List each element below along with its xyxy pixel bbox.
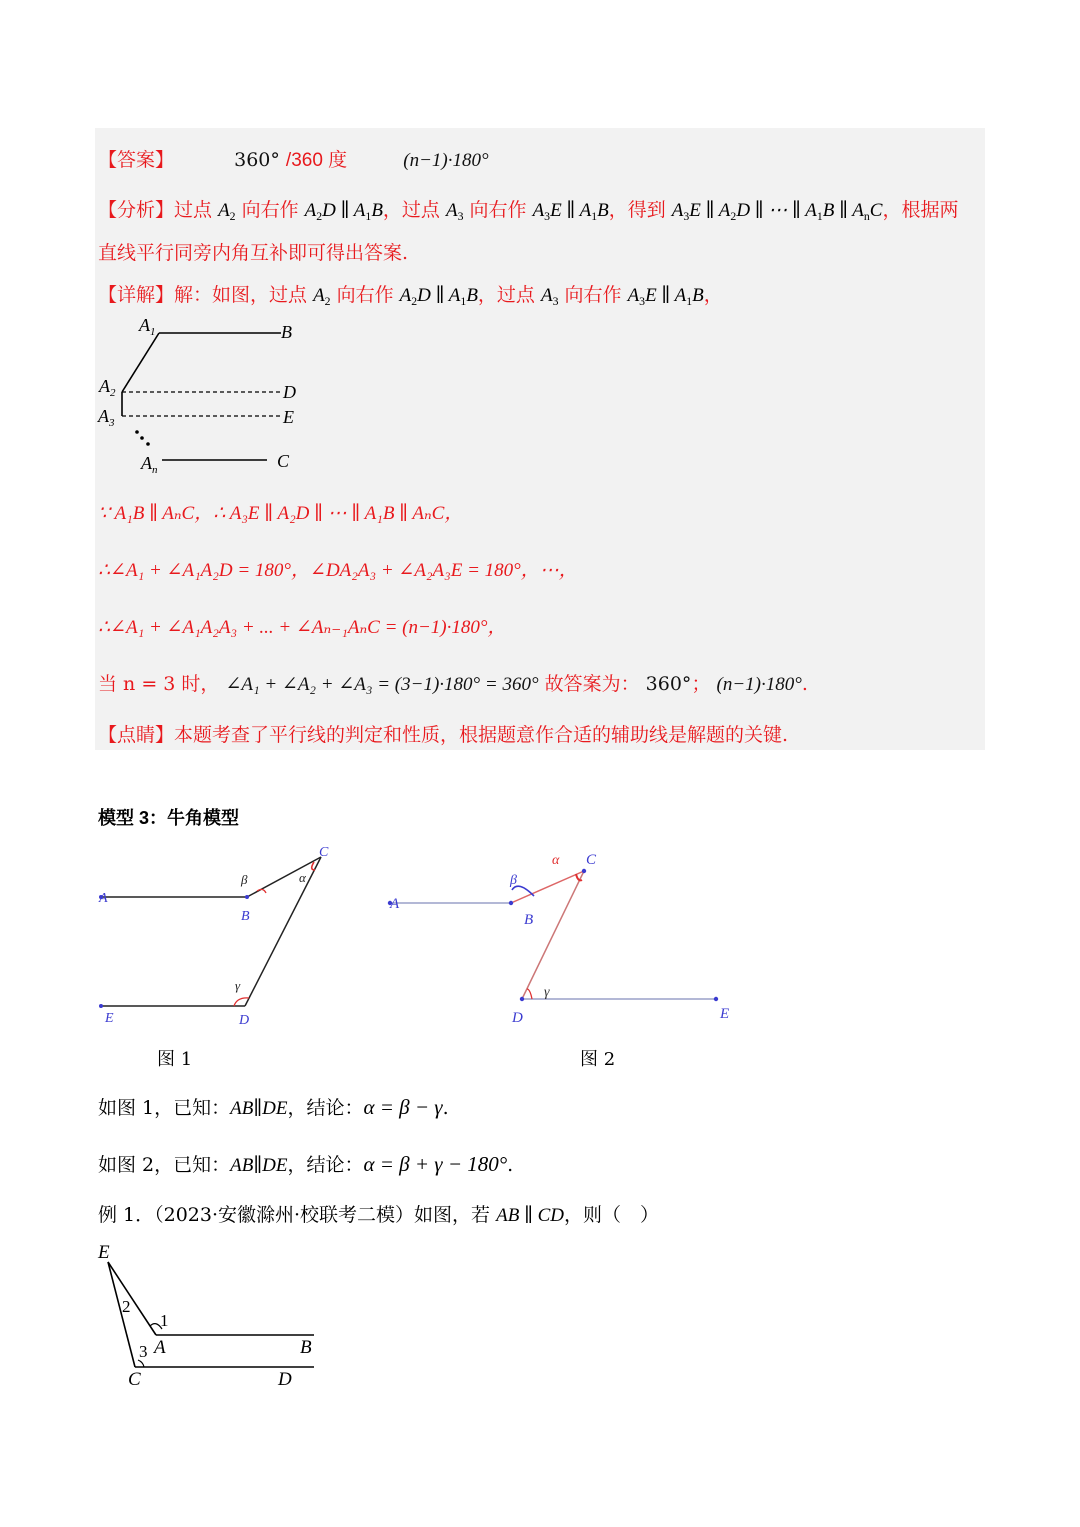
analysis-text-c: ，过点 — [382, 199, 446, 221]
label-a3: $A_3$ — [98, 406, 115, 429]
analysis-label: 【分析】 — [98, 199, 175, 221]
ex-angle-1: 1 — [160, 1311, 169, 1330]
figure-2 — [380, 840, 750, 1030]
fig1-beta: β — [241, 872, 248, 887]
fig2-caption: 图 2 — [580, 1049, 616, 1070]
comment-text: 本题考查了平行线的判定和性质，根据题意作合适的辅助线是解题的关键. — [174, 724, 789, 746]
example-figure — [90, 1240, 330, 1390]
fig1-label-e: E — [105, 1011, 114, 1026]
example1-cond: AB ∥ CD — [496, 1205, 564, 1226]
fig1-label-b: B — [241, 909, 250, 924]
fig2-gamma: γ — [544, 985, 550, 1000]
fig2-label-a: A — [390, 896, 400, 912]
ex-label-e: E — [98, 1242, 110, 1263]
analysis-text-a: 过点 — [174, 199, 219, 221]
analysis-text-b: 向右作 — [235, 199, 305, 221]
stmt1-prefix: 如图 1，已知： — [98, 1097, 231, 1119]
answer-label: 【答案】 — [98, 149, 175, 171]
analysis-line-2: 直线平行同旁内角互补即可得出答案. — [98, 242, 409, 264]
ex-angle-2: 2 — [122, 1297, 131, 1316]
analysis-line-1: 【分析】过点 $A_2$ 向右作 $A_2D$ ∥ $A_1B$，过点 $A_3$ 向右作 $A_3E$ ∥ $A_1B$，得到 $A_3E$ ∥ $A_2D$ ∥ ⋯ ∥ $A_1B$ ∥ $A_nC$，根据两 — [98, 199, 959, 223]
stmt2-prefix: 如图 2，已知： — [98, 1154, 231, 1176]
step-4-value2: (n−1)·180° — [716, 674, 802, 695]
label-c: C — [277, 451, 290, 471]
step-1: ∵ A₁B ∥ AₙC，∴ A₃E ∥ A₂D ∥ ⋯ ∥ A₁B ∥ AₙC， — [98, 503, 464, 524]
label-an: $A_n$ — [141, 453, 158, 476]
answer-value-2: (n−1)·180° — [403, 150, 489, 171]
step-4-conclude: 故答案为： — [544, 673, 640, 695]
figure-1 — [95, 840, 345, 1030]
stmt1-end: . — [442, 1097, 449, 1119]
comment-label: 【点睛】 — [98, 724, 175, 746]
stmt1-mid: ，结论： — [287, 1097, 364, 1119]
step-4 — [98, 669, 808, 696]
ex-label-d: D — [278, 1369, 292, 1390]
fig2-label-d: D — [512, 1010, 523, 1026]
detail-mid-b: 向右作 — [558, 284, 628, 306]
step-4-sep: ； — [691, 673, 711, 695]
stmt1-given: AB∥DE — [230, 1098, 288, 1119]
label-d: D — [283, 382, 296, 402]
statement-2 — [98, 1150, 513, 1177]
analysis-text-d: ，得到 — [608, 199, 672, 221]
example-1 — [98, 1200, 659, 1227]
example1-prefix: 例 1．（2023·安徽滁州·校联考二模）如图，若 — [98, 1204, 497, 1226]
fig2-beta: β — [510, 873, 517, 888]
step-3: ∴∠A₁ + ∠A₁A₂A₃ + ... + ∠Aₙ₋₁AₙC = (n−1)·180°， — [98, 617, 507, 638]
label-a1: $A_1$ — [139, 315, 156, 338]
answer-line — [98, 145, 489, 172]
fig2-label-c: C — [586, 852, 597, 868]
fig1-label-a: A — [99, 891, 108, 906]
detail-end: ， — [703, 284, 723, 306]
ex-label-a: A — [154, 1337, 166, 1358]
fig2-alpha: α — [552, 853, 560, 868]
step-4-end: . — [801, 673, 808, 695]
fig1-gamma: γ — [235, 978, 241, 993]
stmt1-formula: α = β − γ — [363, 1095, 443, 1119]
ex-angle-3: 3 — [139, 1342, 148, 1361]
comment-line — [98, 720, 788, 747]
stmt2-mid: ，结论： — [287, 1154, 364, 1176]
label-a2: $A_2$ — [99, 376, 116, 399]
stmt2-given: AB∥DE — [230, 1155, 288, 1176]
label-e: E — [283, 407, 294, 427]
step-4-value: 360° — [645, 673, 692, 695]
step-4-cond: 当 n = 3 时， — [98, 673, 220, 695]
answer-value-1: 360° — [234, 149, 280, 171]
example1-suffix: ，则（ ） — [564, 1204, 660, 1226]
detail-label: 【详解】 — [98, 284, 175, 306]
label-b: B — [281, 322, 292, 342]
fig1-label-d: D — [239, 1013, 250, 1028]
step-2: ∴∠A₁ + ∠A₁A₂D = 180°，∠DA₂A₃ + ∠A₂A₃E = 180°，⋯， — [98, 560, 578, 581]
stmt2-end: . — [507, 1154, 514, 1176]
fig2-label-b: B — [524, 912, 534, 928]
ex-label-b: B — [300, 1337, 312, 1358]
analysis-text-e: ，根据两 — [882, 199, 959, 221]
statement-1 — [98, 1093, 449, 1120]
fig1-alpha: α — [299, 870, 306, 885]
answer-value-alt: /360 度 — [285, 150, 348, 171]
fig1-caption: 图 1 — [157, 1049, 193, 1070]
detail-mid: 向右作 — [330, 284, 400, 306]
analysis-text-b2: 向右作 — [463, 199, 533, 221]
detail-mid2: ，过点 — [477, 284, 541, 306]
fig2-label-e: E — [720, 1006, 730, 1022]
fig1-label-c: C — [319, 845, 329, 860]
detail-intro: 解：如图，过点 — [174, 284, 314, 306]
parallel-lines-figure — [95, 312, 325, 482]
step-4-formula: ∠A₁ + ∠A₂ + ∠A₃ = (3−1)·180° = 360° — [225, 674, 539, 695]
ex-label-c: C — [128, 1369, 141, 1390]
detail-line: 【详解】解：如图，过点 $A_2$ 向右作 $A_2D$ ∥ $A_1B$，过点 $A_3$ 向右作 $A_3E$ ∥ $A_1B$， — [98, 284, 723, 308]
model3-title: 模型 3：牛角模型 — [98, 808, 240, 828]
stmt2-formula: α = β + γ − 180° — [363, 1152, 508, 1176]
